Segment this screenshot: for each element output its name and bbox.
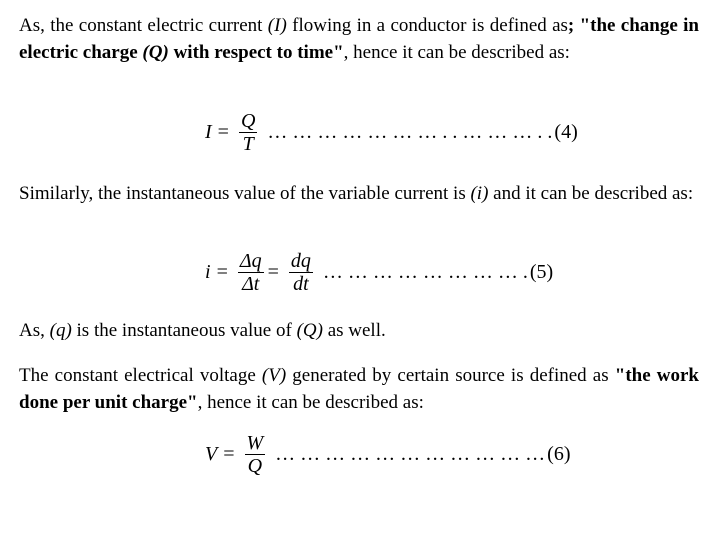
equation-6: [205, 432, 571, 477]
eq-equals: =: [223, 443, 235, 465]
bold-text: ; "the change in electric charge: [19, 15, 699, 63]
text: , hence it can be described as:: [343, 42, 570, 63]
fraction-numerator: dq: [290, 250, 311, 272]
leader-dots: … … … … … … … . . … … … . .: [267, 121, 553, 143]
symbol-Q: (Q): [296, 320, 323, 341]
equation-number: (6): [547, 443, 571, 465]
text: As,: [19, 320, 50, 341]
symbol-q: (q): [49, 320, 72, 341]
text: As, the constant electric current: [19, 15, 268, 36]
equation-5: [205, 250, 553, 295]
symbol-Q-bold: (Q): [142, 42, 169, 63]
fraction: [239, 110, 257, 155]
paragraph-voltage-definition: [19, 362, 699, 416]
fraction-denominator: dt: [293, 273, 309, 295]
eq-lhs: i: [205, 261, 211, 283]
text: is the instantaneous value of: [71, 320, 297, 341]
fraction-numerator: Δq: [239, 250, 262, 272]
eq-equals: =: [216, 261, 228, 283]
fraction-denominator: T: [242, 133, 254, 155]
text: generated by certain source is defined as: [286, 365, 615, 386]
fraction: [238, 250, 264, 295]
leader-dots: … … … … … … … … … … …: [275, 443, 546, 465]
paragraph-instantaneous-current: [19, 180, 699, 207]
paragraph-q-note: [19, 317, 699, 344]
leader-dots: … … … … … … … … .: [322, 261, 528, 283]
paragraph-current-definition: [19, 12, 699, 66]
fraction: [289, 250, 313, 295]
equation-number: (5): [529, 261, 554, 283]
eq-equals: =: [217, 121, 229, 143]
text: and it can be described as:: [488, 183, 694, 204]
text: flowing in a conductor is defined as: [286, 15, 568, 36]
text: Similarly, the instantaneous value of the variable current is: [19, 183, 471, 204]
eq-lhs: V: [205, 443, 218, 465]
text: as well.: [322, 320, 386, 341]
symbol-V: (V): [261, 365, 287, 386]
equation-4: [205, 110, 578, 155]
fraction-numerator: Q: [240, 110, 256, 132]
symbol-i: (i): [470, 183, 489, 204]
fraction-denominator: Δt: [242, 273, 260, 295]
equation-number: (4): [554, 121, 578, 143]
fraction-numerator: W: [246, 432, 264, 454]
symbol-I: (I): [267, 15, 287, 36]
fraction: [245, 432, 266, 477]
bold-text: "the work done per unit charge": [19, 365, 699, 413]
fraction-denominator: Q: [247, 455, 263, 477]
eq-lhs: I: [205, 121, 212, 143]
bold-text: with respect to time": [168, 42, 344, 63]
text: , hence it can be described as:: [197, 392, 424, 413]
text: The constant electrical voltage: [19, 365, 262, 386]
eq-equals: =: [267, 261, 279, 283]
